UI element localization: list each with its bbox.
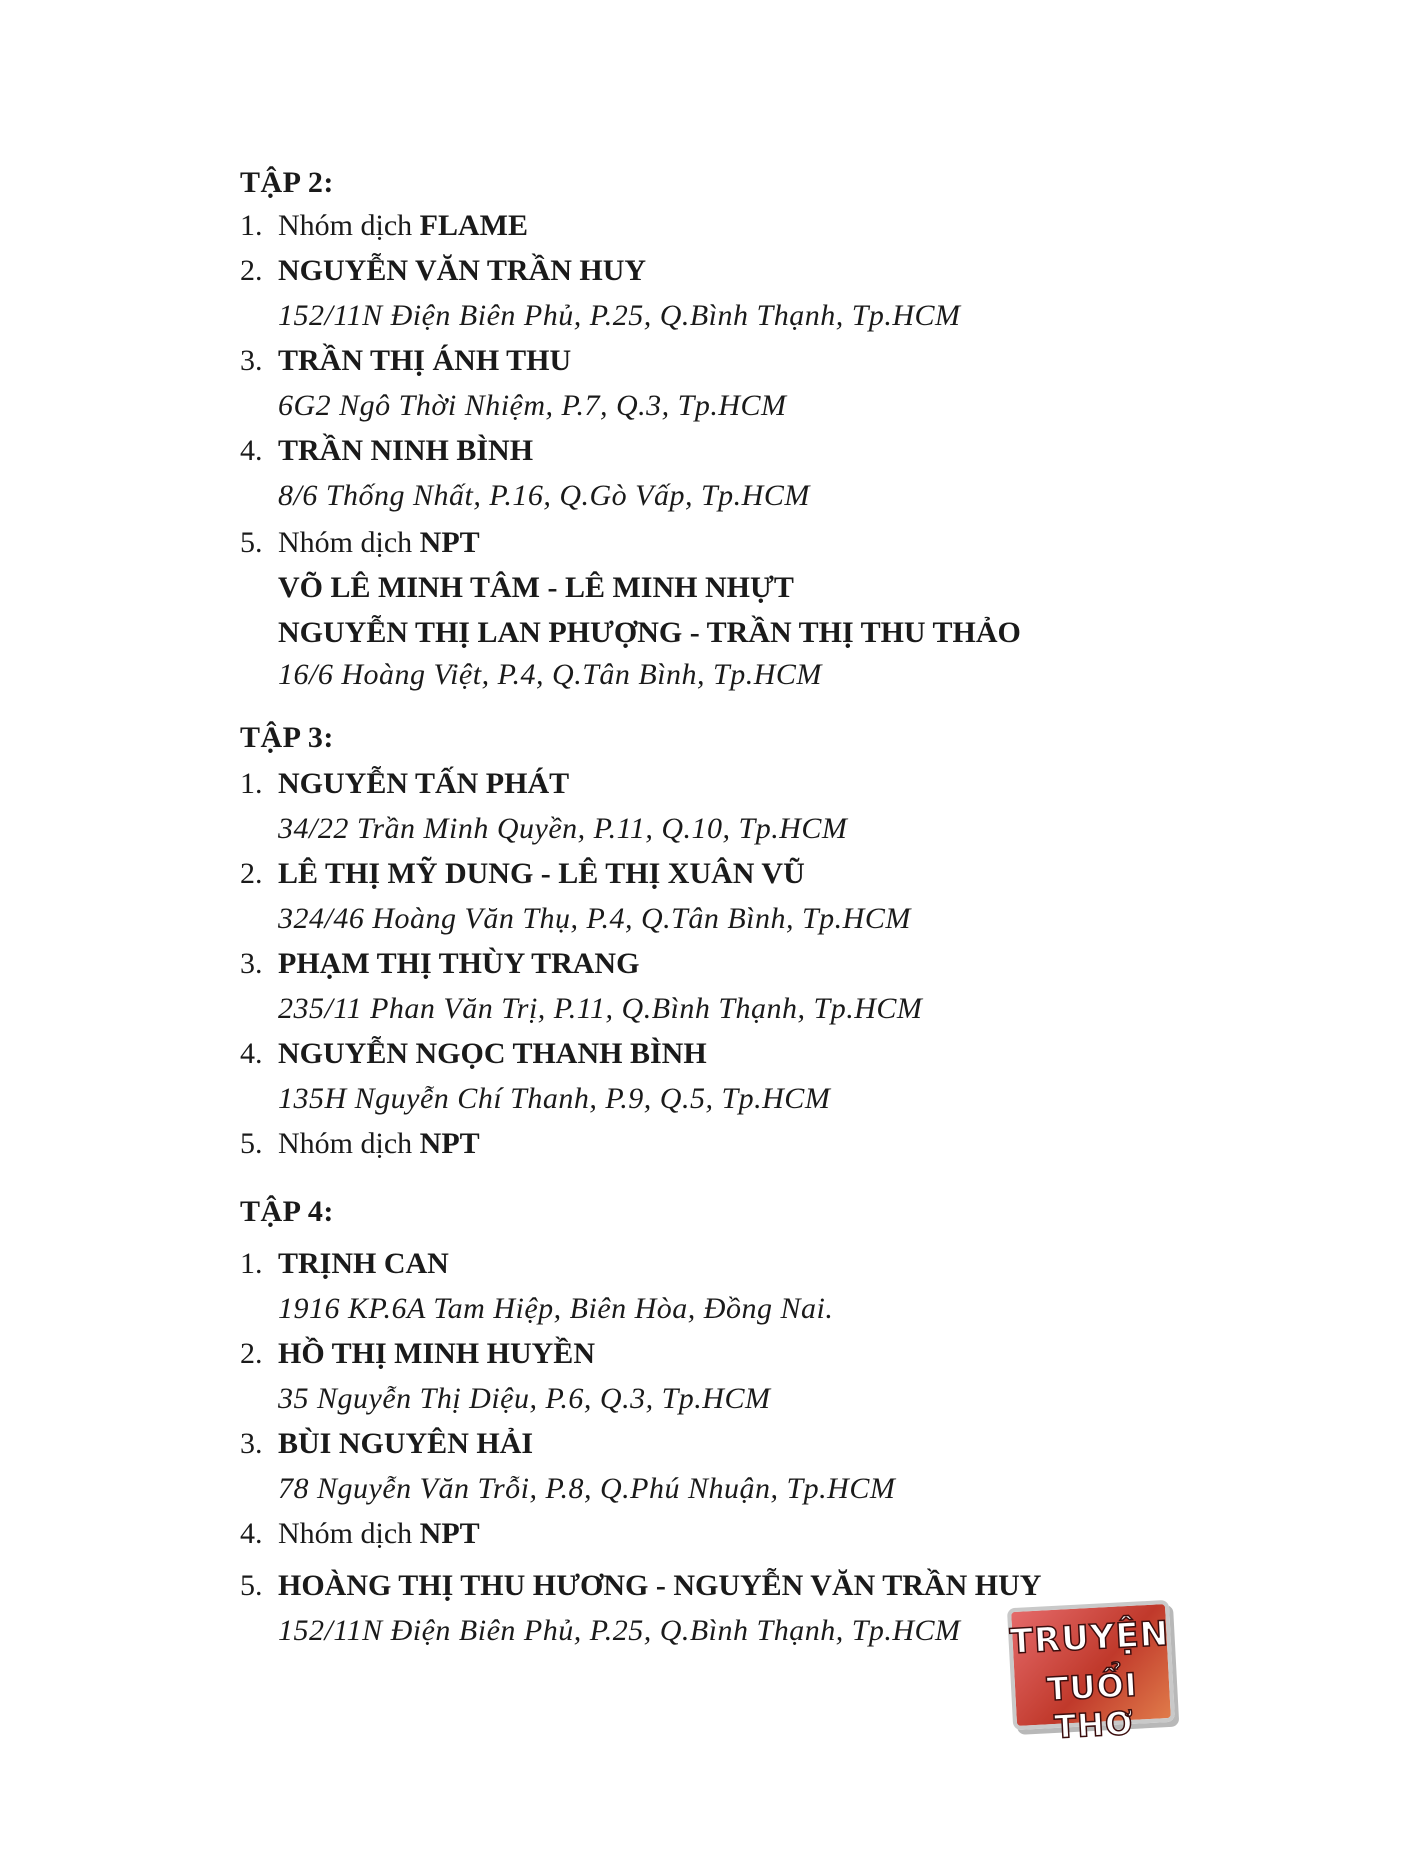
item-number: 3. bbox=[240, 344, 263, 377]
section-title: TẬP 3: bbox=[240, 721, 334, 754]
item-prefix: Nhóm dịch bbox=[278, 526, 420, 559]
list-item bbox=[240, 525, 480, 561]
item-name: PHẠM THỊ THÙY TRANG bbox=[278, 947, 640, 980]
list-item bbox=[240, 766, 569, 802]
item-name: TRẦN NINH BÌNH bbox=[278, 434, 534, 467]
item-name: BÙI NGUYÊN HẢI bbox=[278, 1427, 534, 1460]
item-address: 235/11 Phan Văn Trị, P.11, Q.Bình Thạnh, Tp.HCM bbox=[278, 992, 923, 1025]
item-name: NPT bbox=[419, 526, 480, 559]
section-title: TẬP 4: bbox=[240, 1195, 334, 1228]
item-name: TRỊNH CAN bbox=[278, 1247, 449, 1280]
list-item bbox=[240, 433, 533, 469]
item-number: 2. bbox=[240, 857, 263, 890]
item-address: 16/6 Hoàng Việt, P.4, Q.Tân Bình, Tp.HCM bbox=[278, 658, 822, 691]
item-address: 34/22 Trần Minh Quyền, P.11, Q.10, Tp.HCM bbox=[278, 812, 848, 845]
item-number: 5. bbox=[240, 526, 263, 559]
list-item bbox=[240, 1126, 480, 1162]
item-number: 4. bbox=[240, 1517, 263, 1550]
item-number: 3. bbox=[240, 947, 263, 980]
item-name: NGUYỄN THỊ LAN PHƯỢNG - TRẦN THỊ THU THẢO bbox=[278, 616, 1021, 649]
list-item bbox=[240, 1246, 449, 1282]
item-address: 6G2 Ngô Thời Nhiệm, P.7, Q.3, Tp.HCM bbox=[278, 389, 787, 422]
stamp-text-line1: TRUYỆN bbox=[1008, 1613, 1171, 1663]
item-number: 3. bbox=[240, 1427, 263, 1460]
watermark-stamp bbox=[1007, 1600, 1175, 1746]
item-name: LÊ THỊ MỸ DUNG - LÊ THỊ XUÂN VŨ bbox=[278, 857, 805, 890]
item-name: NPT bbox=[419, 1127, 480, 1160]
item-prefix: Nhóm dịch bbox=[278, 1127, 420, 1160]
list-item bbox=[240, 1426, 533, 1462]
list-item bbox=[240, 856, 805, 892]
item-name: HỒ THỊ MINH HUYỀN bbox=[278, 1337, 595, 1370]
item-name: NGUYỄN VĂN TRẦN HUY bbox=[278, 254, 647, 287]
list-item bbox=[240, 343, 571, 379]
item-address: 78 Nguyễn Văn Trỗi, P.8, Q.Phú Nhuận, Tp.HCM bbox=[278, 1472, 896, 1505]
item-address: 324/46 Hoàng Văn Thụ, P.4, Q.Tân Bình, Tp.HCM bbox=[278, 902, 911, 935]
item-number: 1. bbox=[240, 767, 263, 800]
item-number: 1. bbox=[240, 1247, 263, 1280]
item-number: 4. bbox=[240, 434, 263, 467]
item-number: 5. bbox=[240, 1569, 263, 1602]
item-address: 152/11N Điện Biên Phủ, P.25, Q.Bình Thạnh, Tp.HCM bbox=[278, 299, 961, 332]
item-name: NGUYỄN TẤN PHÁT bbox=[278, 767, 570, 800]
list-item bbox=[240, 208, 528, 244]
item-number: 2. bbox=[240, 1337, 263, 1370]
item-prefix: Nhóm dịch bbox=[278, 1517, 420, 1550]
item-number: 2. bbox=[240, 254, 263, 287]
item-address: 135H Nguyễn Chí Thanh, P.9, Q.5, Tp.HCM bbox=[278, 1082, 831, 1115]
item-number: 4. bbox=[240, 1037, 263, 1070]
item-name: NGUYỄN NGỌC THANH BÌNH bbox=[278, 1037, 707, 1070]
list-item bbox=[240, 1336, 595, 1372]
section-title: TẬP 2: bbox=[240, 166, 334, 199]
stamp-text-line2: TUỔI THƠ bbox=[1045, 1665, 1139, 1746]
item-name: FLAME bbox=[419, 209, 528, 242]
item-name: TRẦN THỊ ÁNH THU bbox=[278, 344, 572, 377]
item-number: 1. bbox=[240, 209, 263, 242]
item-name: HOÀNG THỊ THU HƯƠNG - NGUYỄN VĂN TRẦN HUY bbox=[278, 1569, 1042, 1602]
list-item bbox=[240, 1516, 480, 1552]
list-item bbox=[240, 946, 639, 982]
item-address: 1916 KP.6A Tam Hiệp, Biên Hòa, Đồng Nai. bbox=[278, 1292, 834, 1325]
item-number: 5. bbox=[240, 1127, 263, 1160]
item-name: VÕ LÊ MINH TÂM - LÊ MINH NHỰT bbox=[278, 571, 794, 604]
list-item bbox=[240, 1568, 1041, 1604]
list-item bbox=[240, 1036, 707, 1072]
item-prefix: Nhóm dịch bbox=[278, 209, 420, 242]
item-address: 8/6 Thống Nhất, P.16, Q.Gò Vấp, Tp.HCM bbox=[278, 479, 810, 512]
item-address: 35 Nguyễn Thị Diệu, P.6, Q.3, Tp.HCM bbox=[278, 1382, 771, 1415]
item-address: 152/11N Điện Biên Phủ, P.25, Q.Bình Thạnh, Tp.HCM bbox=[278, 1614, 961, 1647]
list-item bbox=[240, 253, 646, 289]
item-name: NPT bbox=[419, 1517, 480, 1550]
